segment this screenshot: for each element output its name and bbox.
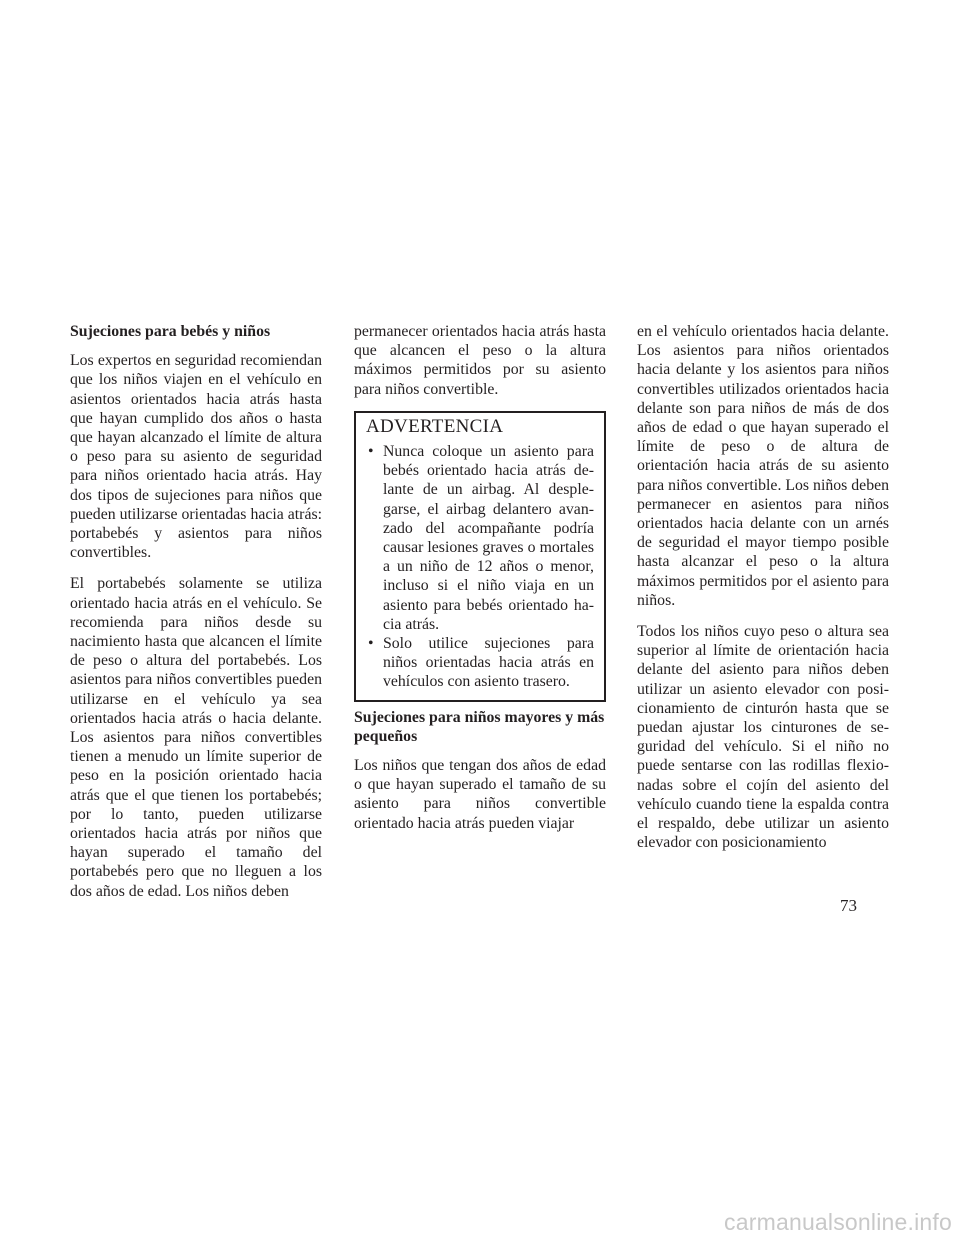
paragraph: Los niños que tengan dos años de edad o que hayan superado el tamaño de su asiento para niños convertible orientado hacia atrás pueden viajar xyxy=(354,757,606,832)
column-2 xyxy=(354,322,606,845)
page-number: 73 xyxy=(840,896,857,915)
warning-box xyxy=(354,411,606,702)
column-1 xyxy=(70,322,322,913)
column-3 xyxy=(637,322,889,864)
paragraph: Todos los niños cuyo peso o altura sea superior al límite de orientación hacia delante del asiento para niños deben utilizar un asiento elevador con posicionamiento de cinturón hasta que se puedan ajustar los cinturones de seguridad del vehículo. Si el niño no puede sentarse con las rodillas flexionadas sobre el cojín del asiento del vehículo cuando tiene la espalda contra el respaldo, debe utilizar un asiento elevador con posicionamiento xyxy=(637,623,889,852)
section-heading-infant-child-restraints: Sujeciones para bebés y niños xyxy=(70,323,271,340)
section-heading-older-children: Sujeciones para niños mayores y más pequeños xyxy=(354,708,605,745)
warning-item: • Nunca coloque un asiento para bebés orientado hacia atrás delante de un airbag. Al desplegarse, el airbag delantero avanzado del acompañante podría causar lesiones graves o mortales a un niño de 12 años o menor, incluso si el niño viaja en un asiento para bebés orientado hacia atrás. xyxy=(366,442,594,634)
paragraph: en el vehículo orientados hacia delante. Los asientos para niños orientados hacia delante y los asientos para niños convertibles utilizados orientados hacia delante son para niños de más de dos años de edad o que hayan superado el límite de peso o de altura de orientación hacia atrás de su asiento para niños convertible. Los niños deben permanecer en asientos para niños orientados hacia delante con un arnés de seguridad el mayor tiempo posible hasta alcanzar el peso o la altura máximos permitidos por el asiento para niños. xyxy=(637,323,889,609)
paragraph: Los expertos en seguridad recomiendan que los niños viajen en el vehículo en asientos orientados hacia atrás hasta que hayan cumplido dos años o hasta que hayan alcanzado el límite de altura o peso para su asiento de seguridad para niños orientado hacia atrás. Hay dos tipos de sujeciones para niños que pueden utilizarse orientadas hacia atrás: portabebés y asientos para niños convertibles. xyxy=(70,352,322,562)
warning-list xyxy=(366,442,594,692)
warning-title: ADVERTENCIA xyxy=(366,415,504,437)
paragraph: permanecer orientados hacia atrás hasta que alcancen el peso o la altura máximos permitidos por su asiento para niños convertible. xyxy=(354,323,606,398)
warning-item: • Solo utilice sujeciones para niños orientadas hacia atrás en vehículos con asiento trasero. xyxy=(366,634,594,692)
paragraph: El portabebés solamente se utiliza orientado hacia atrás en el vehículo. Se recomienda para niños desde su nacimiento hasta que alcancen el límite de peso o altura del portabebés. Los asientos para niños convertibles pueden utilizarse en el vehículo ya sea orientados hacia atrás o hacia delante. Los asientos para niños convertibles tienen a menudo un límite superior de peso en la posición orientado hacia atrás que el que tienen los portabebés; por lo tanto, pueden utilizarse orientados hacia atrás por niños que hayan superado el tamaño del portabebés pero que no lleguen a los dos años de edad. Los niños deben xyxy=(70,575,322,900)
watermark: carmanualsonline.info xyxy=(724,1209,952,1235)
